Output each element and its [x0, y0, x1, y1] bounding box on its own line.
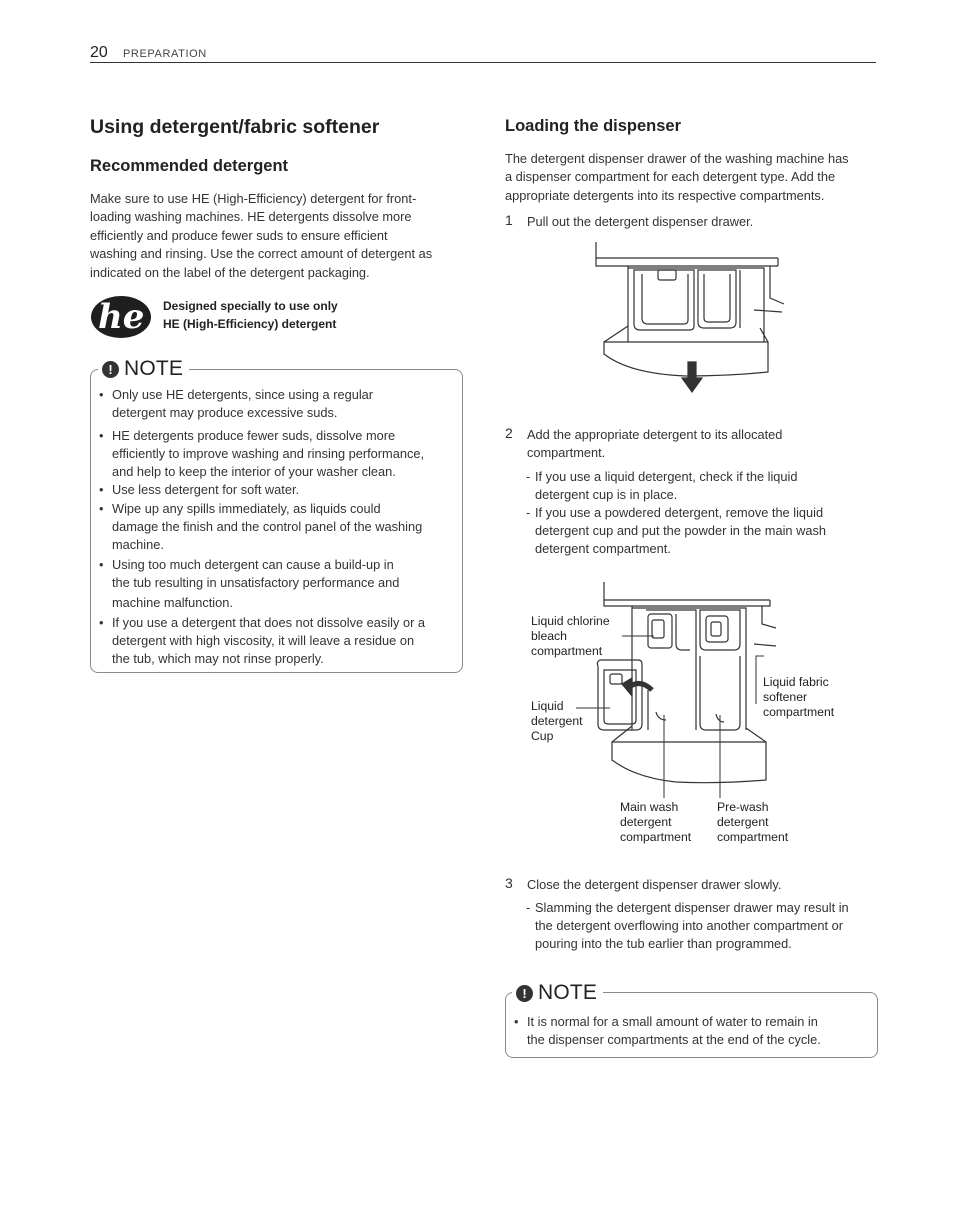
recommended-detergent-paragraph: Make sure to use HE (High-Efficiency) detergent for front- loading washing machines. HE detergents dissolve more efficiently and produce fewer suds to ensure efficient washing and rinsing. Use the correct amount of detergent as indicated on the label of the detergent packaging.: [90, 191, 433, 280]
step-1-text: Pull out the detergent dispenser drawer.: [527, 214, 754, 229]
step-3-text: Close the detergent dispenser drawer slowly.: [527, 877, 782, 892]
note-item: • It is normal for a small amount of water to remain in the dispenser compartments at the end of the cycle.: [507, 1013, 869, 1050]
note-item: • Using too much detergent can cause a build-up in the tub resulting in unsatisfactory performance and machine malfunction.: [92, 556, 454, 613]
callout-liquid-fabric-softener: Liquid fabric softener compartment: [763, 675, 835, 719]
note-header-right: [512, 981, 603, 1005]
page-title: Using detergent/fabric softener: [90, 116, 380, 138]
callout-main-wash-compartment: Main wash detergent compartment: [620, 800, 692, 844]
note-list-right: [507, 1013, 869, 1050]
note-item: • If you use a detergent that does not dissolve easily or a detergent with high viscosity, it will leave a residue on the tub, which may not rinse properly.: [92, 614, 454, 669]
warning-icon: !: [516, 985, 533, 1002]
note-list-left: [92, 386, 454, 668]
he-logo-icon: [90, 292, 154, 340]
callout-liquid-detergent-cup: Liquid detergent Cup: [531, 699, 583, 743]
he-caption: Designed specially to use only HE (High-Efficiency) detergent: [163, 299, 338, 331]
step-3-sub: - Slamming the detergent dispenser drawer may result in the detergent overflowing into another compartment or pouring into the tub earlier than programmed.: [526, 900, 849, 952]
step-1-number: 1: [505, 212, 513, 228]
step-2-text: Add the appropriate detergent to its allocated compartment.: [527, 427, 783, 461]
header-rule: [90, 62, 876, 63]
loading-dispenser-intro: The detergent dispenser drawer of the washing machine has a dispenser compartment for each detergent type. Add the appropriate detergents into its respective compartments.: [505, 151, 849, 203]
note-item: • Use less detergent for soft water.: [92, 481, 454, 499]
svg-text:he: he: [98, 297, 145, 337]
step-2-sub-1: - If you use a liquid detergent, check if the liquid detergent cup is in place.: [526, 469, 798, 503]
loading-dispenser-heading: Loading the dispenser: [505, 117, 682, 135]
note-title: NOTE: [124, 357, 184, 380]
step-3-number: 3: [505, 875, 513, 891]
step-2-sub-2: - If you use a powdered detergent, remove the liquid detergent cup and put the powder in the main wash detergent compartment.: [526, 505, 826, 557]
callout-pre-wash-compartment: Pre-wash detergent compartment: [717, 800, 789, 844]
note-header-left: [98, 357, 189, 381]
page-number: 20: [90, 44, 108, 61]
note-item: • HE detergents produce fewer suds, dissolve more efficiently to improve washing and rinsing performance, and help to keep the interior of your washer clean.: [92, 427, 454, 482]
note-item: • Wipe up any spills immediately, as liquids could damage the finish and the control panel of the washing machine.: [92, 500, 454, 555]
warning-icon: !: [102, 361, 119, 378]
drawer-pull-illustration: [590, 240, 790, 396]
recommended-detergent-heading: Recommended detergent: [90, 157, 289, 175]
section-title: PREPARATION: [123, 48, 207, 60]
callout-liquid-chlorine-bleach: Liquid chlorine bleach compartment: [531, 614, 610, 658]
note-title: NOTE: [538, 981, 598, 1004]
step-2-number: 2: [505, 425, 513, 441]
note-item: • Only use HE detergents, since using a regular detergent may produce excessive suds.: [92, 386, 454, 423]
